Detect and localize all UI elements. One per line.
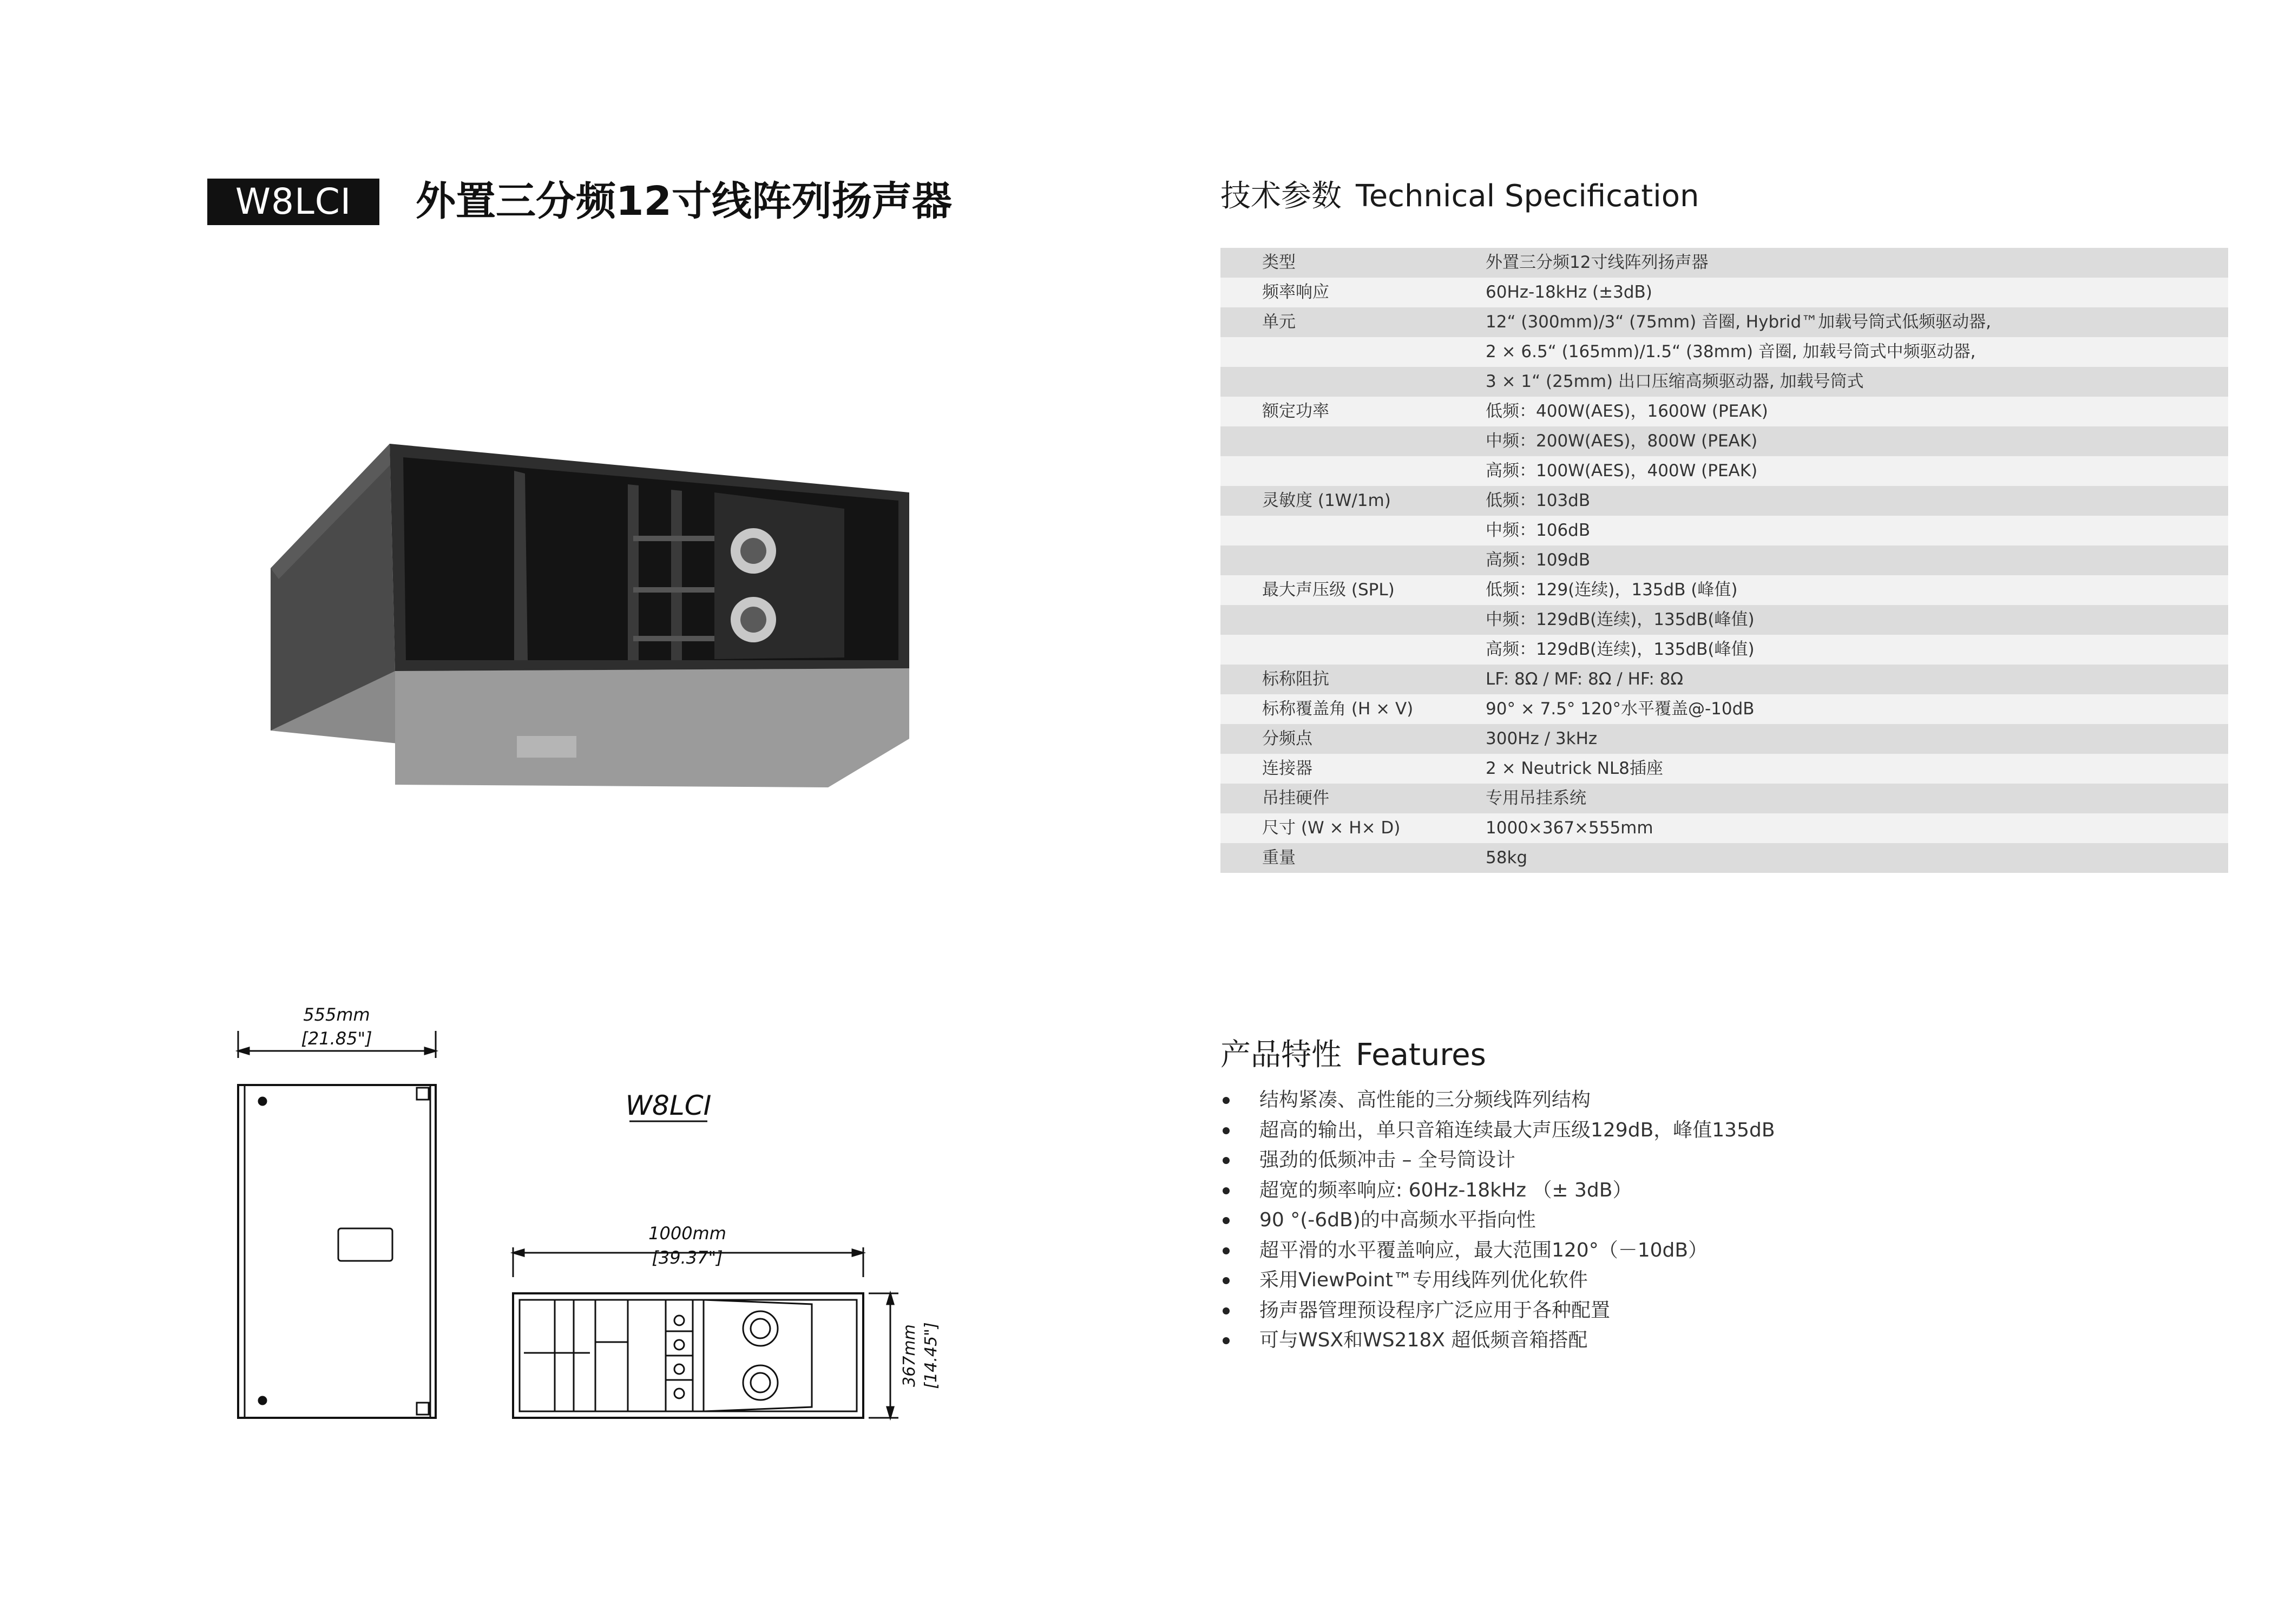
spec-row bbox=[1220, 813, 2228, 843]
feature-text: 超宽的频率响应: 60Hz-18kHz （± 3dB） bbox=[1259, 1179, 1632, 1201]
bullet-icon bbox=[1223, 1187, 1230, 1194]
spec-value: 3 × 1“ (25mm) 出口压缩高频驱动器, 加载号筒式 bbox=[1486, 372, 1864, 391]
bullet-icon bbox=[1223, 1217, 1230, 1224]
spec-row bbox=[1220, 635, 2228, 665]
spec-row bbox=[1220, 843, 2228, 873]
spec-row bbox=[1220, 575, 2228, 605]
spec-row bbox=[1220, 784, 2228, 813]
bullet-icon bbox=[1223, 1127, 1230, 1134]
spec-row bbox=[1220, 426, 2228, 456]
bullet-icon bbox=[1223, 1097, 1230, 1104]
spec-label: 额定功率 bbox=[1262, 402, 1329, 421]
spec-row bbox=[1220, 605, 2228, 635]
product-title: 外置三分频12寸线阵列扬声器 bbox=[416, 178, 952, 225]
bullet-icon bbox=[1223, 1157, 1230, 1164]
bullet-icon bbox=[1223, 1277, 1230, 1284]
list-item bbox=[1220, 1235, 2228, 1266]
product-photo bbox=[260, 433, 909, 806]
spec-value: 高频：109dB bbox=[1486, 550, 1591, 570]
spec-value: 1000×367×555mm bbox=[1486, 818, 1653, 838]
list-item bbox=[1220, 1205, 2228, 1235]
depth-mm-label: 555mm bbox=[303, 1004, 370, 1025]
bullet-icon bbox=[1223, 1307, 1230, 1314]
height-mm-label: 367mm bbox=[900, 1324, 919, 1387]
spec-label: 尺寸 (W × H× D) bbox=[1262, 818, 1401, 838]
spec-value: 300Hz / 3kHz bbox=[1486, 729, 1598, 748]
width-mm-label: 1000mm bbox=[648, 1223, 726, 1244]
spec-label: 频率响应 bbox=[1262, 282, 1329, 302]
feature-text: 采用ViewPoint™专用线阵列优化软件 bbox=[1259, 1269, 1588, 1291]
spec-section-title bbox=[1220, 172, 1699, 215]
spec-value: LF: 8Ω / MF: 8Ω / HF: 8Ω bbox=[1486, 669, 1684, 689]
depth-in-label: [21.85"] bbox=[301, 1028, 372, 1049]
spec-row bbox=[1220, 367, 2228, 397]
feature-text: 强劲的低频冲击 – 全号筒设计 bbox=[1259, 1149, 1515, 1171]
spec-value: 2 × 6.5“ (165mm)/1.5“ (38mm) 音圈, 加载号筒式中频驱动器, bbox=[1486, 342, 1976, 361]
features-list bbox=[1220, 1085, 2228, 1356]
feature-text: 可与WSX和WS218X 超低频音箱搭配 bbox=[1259, 1329, 1588, 1351]
list-item bbox=[1220, 1296, 2228, 1326]
spec-value: 高频：100W(AES)，400W (PEAK) bbox=[1486, 461, 1758, 481]
feature-text: 超平滑的水平覆盖响应，最大范围120°（－10dB） bbox=[1259, 1239, 1708, 1261]
features-title-en: Features bbox=[1356, 1037, 1486, 1073]
spec-label: 重量 bbox=[1262, 848, 1296, 867]
spec-label: 标称覆盖角 (H × V) bbox=[1262, 699, 1414, 719]
spec-row bbox=[1220, 278, 2228, 307]
features-section-title bbox=[1220, 1031, 1486, 1074]
spec-value: 12“ (300mm)/3“ (75mm) 音圈, Hybrid™加载号筒式低频驱动器, bbox=[1486, 312, 1992, 332]
spec-value: 60Hz-18kHz (±3dB) bbox=[1486, 282, 1652, 302]
feature-text: 超高的输出，单只音箱连续最大声压级129dB，峰值135dB bbox=[1259, 1119, 1775, 1141]
dimension-drawing bbox=[216, 1001, 974, 1456]
list-item bbox=[1220, 1085, 2228, 1115]
bullet-icon bbox=[1223, 1247, 1230, 1254]
spec-label: 类型 bbox=[1262, 253, 1296, 272]
spec-label: 最大声压级 (SPL) bbox=[1262, 580, 1395, 600]
spec-value: 中频：106dB bbox=[1486, 521, 1591, 540]
spec-row bbox=[1220, 307, 2228, 337]
spec-row bbox=[1220, 397, 2228, 426]
spec-row bbox=[1220, 456, 2228, 486]
spec-table bbox=[1220, 248, 2228, 873]
spec-value: 中频：200W(AES)，800W (PEAK) bbox=[1486, 431, 1758, 451]
spec-row bbox=[1220, 545, 2228, 575]
spec-row bbox=[1220, 337, 2228, 367]
spec-label: 吊挂硬件 bbox=[1262, 788, 1329, 808]
spec-title-en: Technical Specification bbox=[1356, 179, 1699, 214]
spec-value: 专用吊挂系统 bbox=[1486, 788, 1586, 808]
features-title-cn: 产品特性 bbox=[1220, 1037, 1342, 1073]
model-badge: W8LCI bbox=[207, 179, 379, 225]
list-item bbox=[1220, 1265, 2228, 1296]
feature-text: 扬声器管理预设程序广泛应用于各种配置 bbox=[1259, 1299, 1611, 1321]
list-item bbox=[1220, 1145, 2228, 1175]
spec-row bbox=[1220, 248, 2228, 278]
spec-label: 标称阻抗 bbox=[1262, 669, 1329, 689]
spec-row bbox=[1220, 694, 2228, 724]
list-item bbox=[1220, 1115, 2228, 1146]
spec-value: 90° × 7.5° 120°水平覆盖@-10dB bbox=[1486, 699, 1755, 719]
drawing-model-label: W8LCI bbox=[625, 1090, 712, 1121]
spec-value: 低频：103dB bbox=[1486, 491, 1591, 510]
spec-row bbox=[1220, 665, 2228, 694]
spec-row bbox=[1220, 486, 2228, 516]
spec-value: 外置三分频12寸线阵列扬声器 bbox=[1486, 253, 1709, 272]
feature-text: 90 °(-6dB)的中高频水平指向性 bbox=[1259, 1209, 1536, 1231]
height-in-label: [14.45"] bbox=[922, 1322, 941, 1389]
list-item bbox=[1220, 1175, 2228, 1206]
spec-label: 分频点 bbox=[1262, 729, 1312, 748]
width-in-label: [39.37"] bbox=[652, 1247, 723, 1268]
spec-label: 单元 bbox=[1262, 312, 1296, 332]
spec-title-cn: 技术参数 bbox=[1220, 179, 1342, 214]
spec-row bbox=[1220, 754, 2228, 784]
spec-value: 58kg bbox=[1486, 848, 1528, 867]
spec-value: 低频：129(连续)，135dB (峰值) bbox=[1486, 580, 1738, 600]
spec-value: 高频：129dB(连续)，135dB(峰值) bbox=[1486, 640, 1755, 659]
spec-label: 灵敏度 (1W/1m) bbox=[1262, 491, 1391, 510]
bullet-icon bbox=[1223, 1337, 1230, 1344]
spec-value: 2 × Neutrick NL8插座 bbox=[1486, 759, 1663, 778]
spec-value: 中频：129dB(连续)，135dB(峰值) bbox=[1486, 610, 1755, 629]
spec-row bbox=[1220, 724, 2228, 754]
feature-text: 结构紧凑、高性能的三分频线阵列结构 bbox=[1259, 1089, 1591, 1111]
list-item bbox=[1220, 1325, 2228, 1356]
spec-row bbox=[1220, 516, 2228, 545]
spec-value: 低频：400W(AES)，1600W (PEAK) bbox=[1486, 402, 1768, 421]
spec-label: 连接器 bbox=[1262, 759, 1312, 778]
